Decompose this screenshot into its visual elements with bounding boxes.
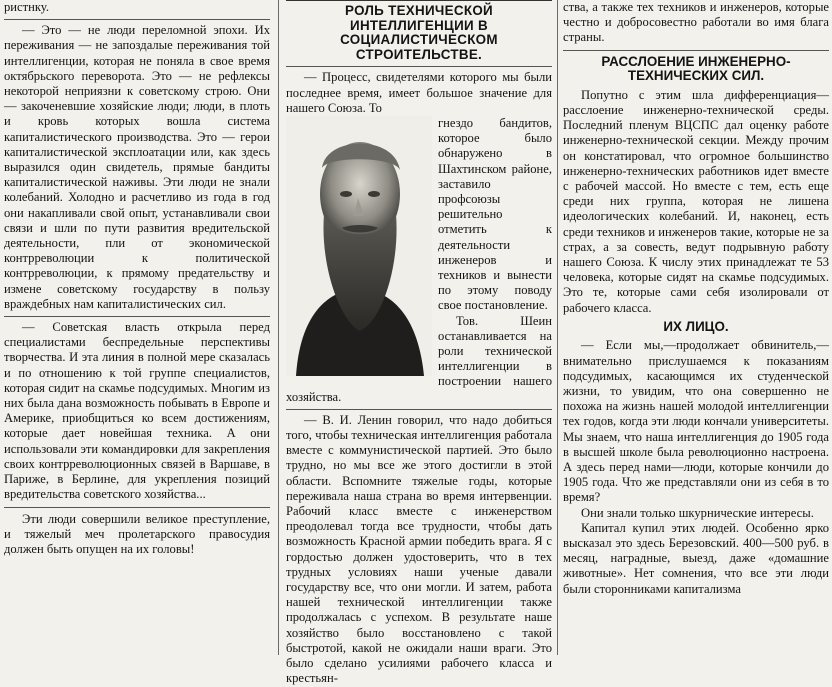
paragraph: Эти люди совершили великое преступление, и тяжелый меч пролетарского правосудия должен быть опущен на их головы! — [4, 511, 270, 556]
paragraph: — Процесс, свидетелями которого мы были последнее время, имеет большое значение для нашего Союза. То — [286, 70, 552, 115]
article-headline: РОЛЬ ТЕХНИЧЕСКОЙ ИНТЕЛЛИГЕНЦИИ В СОЦИАЛИСТИЧЕСКОМ СТРОИТЕЛЬСТВЕ. — [340, 3, 498, 62]
paragraph: Тов. Шеин останавливается на роли технической интеллигенции в построении нашего хозяйства. — [286, 313, 552, 404]
column-divider — [286, 409, 552, 410]
paragraph: — Это — не люди переломной эпохи. Их переживания — не запоздалые переживания той интеллигенции, которая не поняла в свое время октябрьского переворота. Это — не рефлексы некоторой неприязни к советскому строю. Они — закоченевшие хозяйские люди; люди, в плоть и кровь которых вошла система капиталистического производства. Это — герои капиталистической эксплоатации или, как здесь выразился один свидетель, прямые бандиты капиталистической наживы. Эти люди не знали колебаний. Холодно и расчетливо из года в год они накапливали свой опыт, устанавливали свои связи и шли по пути развития вредительской деятельности, пли от экономической контрреволюции к политической контрреволюции, к прямому предательству и измене советскому государству в пользу враждебных нам капиталистических сил. — [4, 23, 270, 311]
vertical-rule — [278, 0, 279, 655]
paragraph: Попутно с этим шла дифференциация—расслоение инженерно-технической среды. Последний пленум ВЦСПС дал оценку работе инженерно-технической секции. Между прочим он констатировал, что огромное большинство инженерно-технических работников идет вместе с рабочей массой. Но вместе с тем, есть еще среди них группа, которая не лишена идеологических колебаний. И, наконец, есть среди техников и инженеров такие, которые не за страх, а за совесть, ведут подрывную работу нашего Союза. К числу этих принадлежат те 53 человека, которые сидят на скамье подсудимых. Это те, которые сами себя изолировали от рабочего класса. — [563, 87, 829, 315]
paragraph: Капитал купил этих людей. Особенно ярко высказал это здесь Березовский. 400—500 руб. в месяц, наградные, выезд, даже «домашние животные». Нет сомнения, что все эти люди были сторонниками капитализма — [563, 520, 829, 596]
paragraph: — В. И. Ленин говорил, что надо добиться того, чтобы техническая интеллигенция работала вместе с коммунистической партией. Это было трудно, но мы все же этого достигли в этой области. Вспомните тяжелые годы, которые переживала наша страна во время интервенции. Рабочий класс вместе с инженерством преодолевал тогда все трудности, чтобы дать возможность Красной армии победить врага. Я с гордостью должен удостоверить, что в тех трудных условиях наши ученые давали государству все, что они могли. И затем, работа нашей технической интеллигенции также продолжалась с успехом. В результате наше хозяйство было восстановлено с такой быстротой, какой не ожидали наши враги. Это было сделано усилиями рабочего класса и крестьян- — [286, 412, 552, 686]
column-divider — [563, 50, 829, 51]
headline-divider — [286, 66, 552, 67]
paragraph: гнездо бандитов, которое было обнаружено в Шахтинском районе, заставило профсоюзы решительно отметить к деятельности инженеров и техников и вынести по этому поводу свое постановление. — [438, 115, 552, 313]
paragraph: — Советская власть открыла перед специалистами беспредельные перспективы творчества. И эта линия в полной мере сказалась и по отношению к той группе специалистов, которая сидит на скамье подсудимых. Многим из них была дана возможность побывать в Европе и Америке, приобщиться ко всем достижениям, которые дает новейшая техника. А они использовали эти командировки для закрепления своих контрреволюционных связей в Варшаве, в Париже, в Берлине, для укрепления позиций вредительства советского хозяйства... — [4, 320, 270, 502]
paragraph-fragment: ристнку. — [4, 0, 49, 14]
section-heading: РАССЛОЕНИЕ ИНЖЕНЕРНО-ТЕХНИЧЕСКИХ СИЛ. — [601, 53, 791, 84]
portrait-image — [286, 116, 432, 376]
column-divider — [4, 507, 270, 508]
vertical-rule — [557, 0, 558, 655]
paragraph: Они знали только шкурнические интересы. — [581, 505, 814, 520]
paragraph: — Если мы,—продолжает обвинитель,—внимательно прислушаемся к показаниям подсудимых, касающимся их студенческой жизни, то увидим, что она совершенно не похожа на жизнь нашей молодой интеллигенции тех годов, когда эти люди кончали университеты. Мы знаем, что наша интеллигенция до 1905 года в высшей школе была революционно настроена. А здесь перед нами—люди, которые кончили до 1905 года. Что же представляли они из себя в то время? — [563, 338, 829, 505]
column-divider — [4, 19, 270, 20]
paragraph-fragment: ства, а также тех техников и инженеров, которые честно и добросовестно работали во имя блага страны. — [563, 0, 829, 45]
column-3 — [563, 0, 829, 655]
top-rule — [286, 0, 552, 1]
column-2 — [286, 0, 552, 686]
column-divider — [4, 316, 270, 317]
portrait-photo — [286, 116, 432, 376]
column-1 — [4, 0, 270, 655]
section-heading: ИХ ЛИЦО. — [663, 318, 729, 334]
